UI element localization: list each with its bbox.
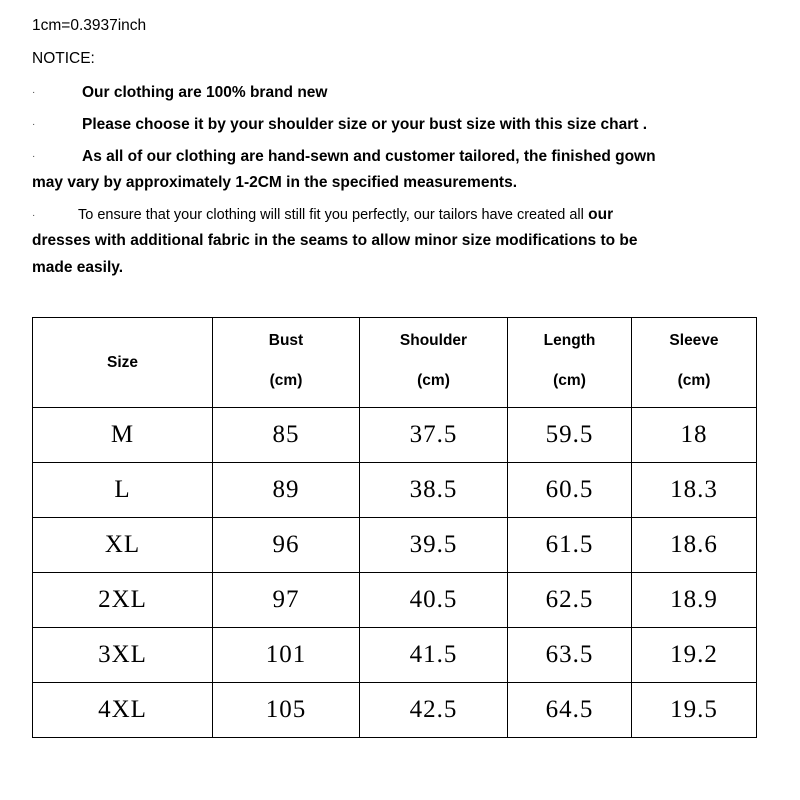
- size-cell: L: [33, 463, 213, 518]
- notice-4-light: To ensure that your clothing will still fit you perfectly, our tailors have created all: [78, 207, 584, 223]
- length-cell: 64.5: [508, 683, 632, 738]
- bullet-4: ·: [32, 210, 36, 221]
- bullet-3: ·: [32, 151, 36, 162]
- shoulder-cell: 40.5: [360, 573, 508, 628]
- table-header-row: [33, 318, 757, 408]
- table-row: [33, 683, 757, 738]
- bullet-2: ·: [32, 119, 36, 130]
- table-row: [33, 573, 757, 628]
- shoulder-cell: 38.5: [360, 463, 508, 518]
- unit-conversion: 1cm=0.3937inch: [32, 17, 147, 34]
- sleeve-cell: 18.6: [632, 518, 757, 573]
- size-chart-table: [32, 317, 757, 738]
- sleeve-cell: 19.5: [632, 683, 757, 738]
- bust-cell: 96: [213, 518, 360, 573]
- length-cell: 63.5: [508, 628, 632, 683]
- table-row: [33, 408, 757, 463]
- sleeve-cell: 18.3: [632, 463, 757, 518]
- shoulder-header: Shoulder (cm): [360, 318, 508, 408]
- length-cell: 61.5: [508, 518, 632, 573]
- notice-title: NOTICE:: [32, 50, 95, 67]
- table-row: [33, 628, 757, 683]
- size-cell: XL: [33, 518, 213, 573]
- bust-header: Bust (cm): [213, 318, 360, 408]
- size-cell: 2XL: [33, 573, 213, 628]
- length-cell: 60.5: [508, 463, 632, 518]
- bust-cell: 97: [213, 573, 360, 628]
- notice-4: [78, 206, 613, 224]
- bullet-1: ·: [32, 87, 36, 98]
- shoulder-cell: 41.5: [360, 628, 508, 683]
- sleeve-cell: 18.9: [632, 573, 757, 628]
- notice-4-continuation: dresses with additional fabric in the seams to allow minor size modifications to be: [32, 232, 638, 249]
- length-cell: 59.5: [508, 408, 632, 463]
- notice-3-continuation: may vary by approximately 1-2CM in the specified measurements.: [32, 174, 517, 191]
- sleeve-cell: 18: [632, 408, 757, 463]
- notice-4-continuation-2: made easily.: [32, 259, 124, 276]
- length-header: Length (cm): [508, 318, 632, 408]
- size-cell: 4XL: [33, 683, 213, 738]
- length-cell: 62.5: [508, 573, 632, 628]
- sleeve-header: Sleeve (cm): [632, 318, 757, 408]
- sleeve-cell: 19.2: [632, 628, 757, 683]
- notice-3: As all of our clothing are hand-sewn and customer tailored, the finished gown: [82, 148, 656, 165]
- bust-cell: 89: [213, 463, 360, 518]
- shoulder-cell: 39.5: [360, 518, 508, 573]
- size-cell: 3XL: [33, 628, 213, 683]
- table-row: [33, 463, 757, 518]
- shoulder-cell: 42.5: [360, 683, 508, 738]
- table-row: [33, 518, 757, 573]
- notice-1: Our clothing are 100% brand new: [82, 84, 328, 101]
- bust-cell: 85: [213, 408, 360, 463]
- bust-cell: 101: [213, 628, 360, 683]
- bust-cell: 105: [213, 683, 360, 738]
- size-cell: M: [33, 408, 213, 463]
- shoulder-cell: 37.5: [360, 408, 508, 463]
- notice-2: Please choose it by your shoulder size or your bust size with this size chart .: [82, 116, 648, 133]
- size-header: Size: [33, 318, 213, 408]
- notice-4-bold: our: [588, 206, 614, 223]
